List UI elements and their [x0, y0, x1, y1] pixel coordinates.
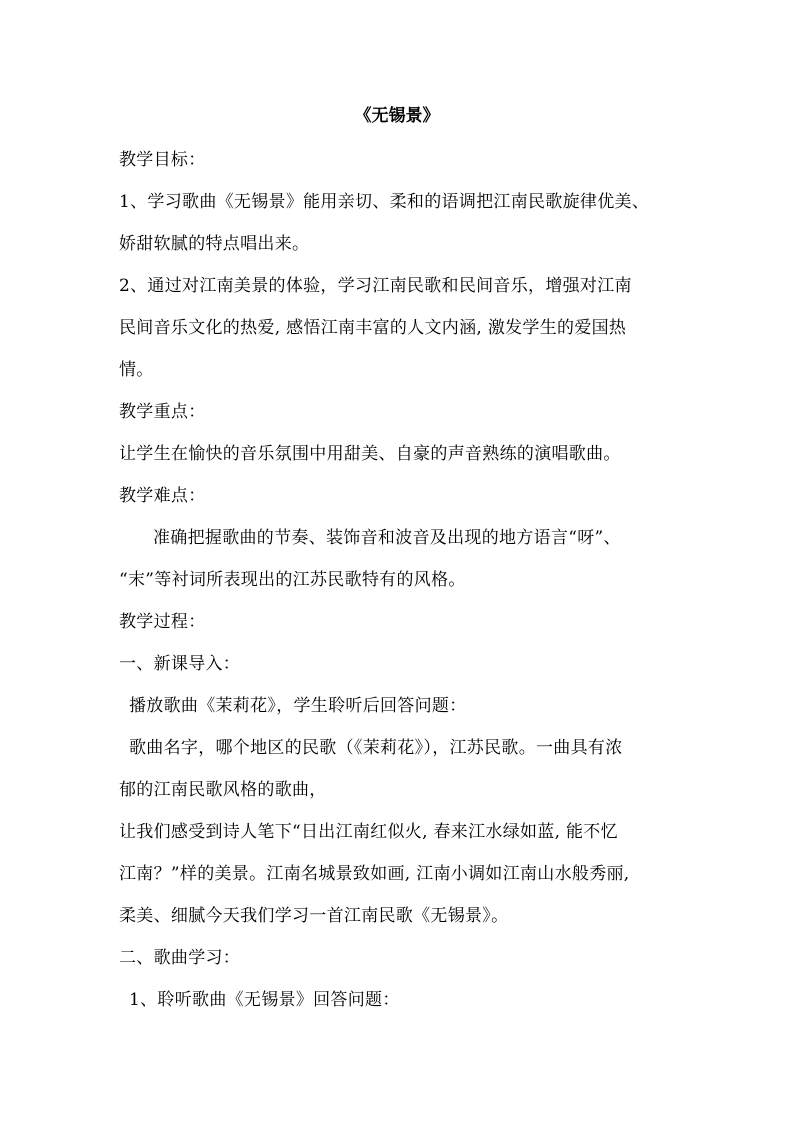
- intro-line-1: 播放歌曲《茉莉花》，学生聆听后回答问题：: [129, 696, 467, 716]
- objective-2-line-1: 2、通过对江南美景的体验，学习江南民歌和民间音乐，增强对江南: [119, 276, 632, 296]
- section-heading-objectives: 教学目标：: [119, 150, 206, 170]
- intro-line-4: 让我们感受到诗人笔下“日出江南红似火, 春来江水绿如蓝, 能不忆: [119, 822, 618, 842]
- intro-line-5: 江南？”样的美景。江南名城景致如画, 江南小调如江南山水般秀丽,: [119, 864, 630, 884]
- section-heading-process: 教学过程：: [119, 612, 206, 632]
- difficulties-line-2: “末”等衬词所表现出的江苏民歌特有的风格。: [119, 570, 466, 590]
- objective-2-line-3: 情。: [119, 360, 154, 380]
- subsection-heading-song-learning: 二、歌曲学习：: [119, 948, 241, 968]
- objective-2-line-2: 民间音乐文化的热爱, 感悟江南丰富的人文内涵, 激发学生的爱国热: [119, 318, 627, 338]
- objective-1-line-1: 1、学习歌曲《无锡景》能用亲切、柔和的语调把江南民歌旋律优美、: [119, 192, 650, 212]
- section-heading-difficulties: 教学难点：: [119, 486, 206, 506]
- intro-line-6: 柔美、细腻今天我们学习一首江南民歌《无锡景》。: [119, 906, 509, 926]
- subsection-heading-intro: 一、新课导入：: [119, 654, 241, 674]
- key-points-text: 让学生在愉快的音乐氛围中用甜美、自豪的声音熟练的演唱歌曲。: [119, 444, 621, 464]
- song-learning-step-1: 1、聆听歌曲《无锡景》回答问题：: [129, 990, 400, 1010]
- intro-line-3: 郁的江南民歌风格的歌曲，: [119, 780, 327, 800]
- document-title: 《无锡景》: [354, 106, 440, 126]
- difficulties-line-1: 准确把握歌曲的节奏、装饰音和波音及出现的地方语言“呀”、: [153, 528, 621, 548]
- intro-line-2: 歌曲名字，哪个地区的民歌（《茉莉花》），江苏民歌。一曲具有浓: [129, 738, 623, 758]
- objective-1-line-2: 娇甜软腻的特点唱出来。: [119, 234, 310, 254]
- section-heading-key-points: 教学重点：: [119, 402, 206, 422]
